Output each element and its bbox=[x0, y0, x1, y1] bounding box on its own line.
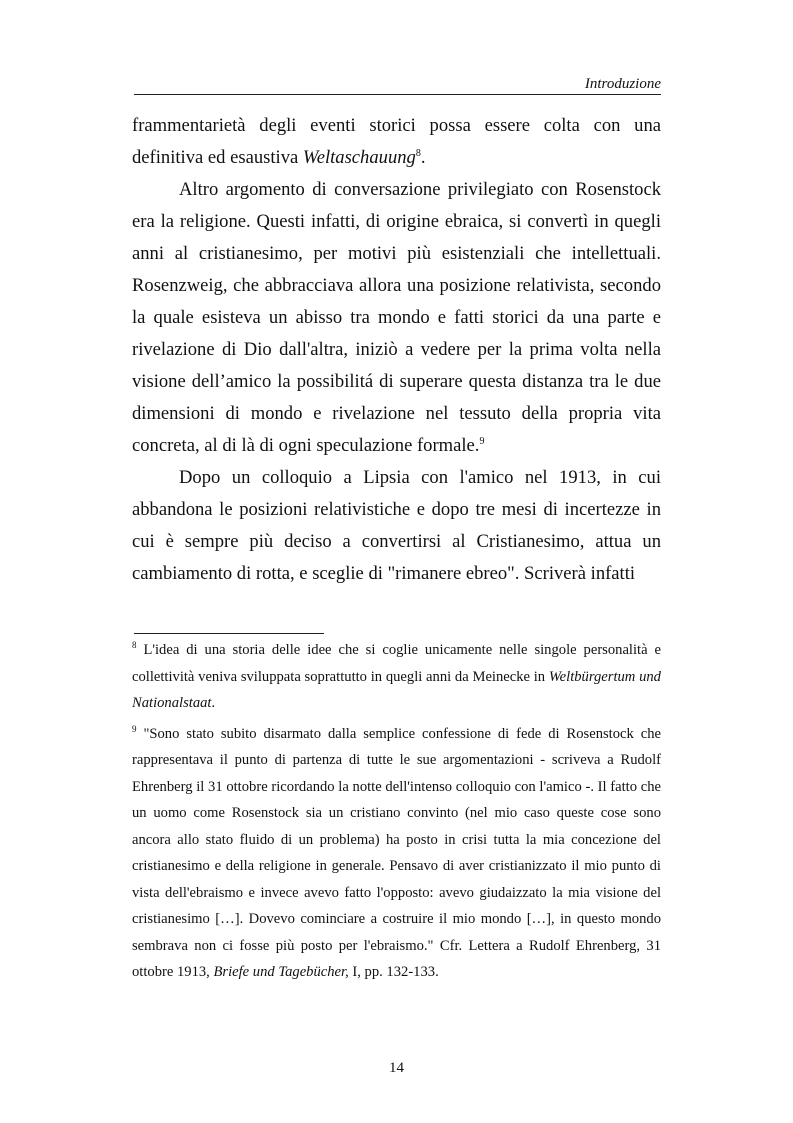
footnote-9-number: 9 bbox=[132, 723, 137, 734]
paragraph-1-text: frammentarietà degli eventi storici possa essere colta con una definitiva ed esaustiva bbox=[132, 115, 661, 168]
running-header: Introduzione bbox=[584, 76, 661, 92]
paragraph-1 bbox=[132, 110, 661, 174]
footnote-rule bbox=[134, 633, 324, 634]
paragraph-2-text: Altro argomento di conversazione privilegiato con Rosenstock era la religione. Questi infatti, di origine ebraica, si convertì in quegli anni al cristianesimo, per motivi più esistenziali che intellettuali. Rosenzweig, che abbracciava allora una posizione relativista, secondo la quale esisteva un abisso tra mondo e fatti storici da una parte e rivelazione di Dio dall'altra, iniziò a vedere per la prima volta nella visione dell’amico la possibilitá di superare questa distanza tra le due dimensioni di mondo e rivelazione nel tessuto della propria vita concreta, al di là di ogni speculazione formale. bbox=[132, 179, 661, 456]
footnote-9 bbox=[132, 721, 661, 986]
footnote-8-italic: Weltbürgertum und Nationalstaat bbox=[132, 668, 661, 711]
footnote-8 bbox=[132, 637, 661, 717]
page-number: 14 bbox=[389, 1060, 404, 1076]
paragraph-2 bbox=[132, 174, 661, 462]
paragraph-1-italic: Weltaschauung bbox=[302, 147, 416, 168]
header-rule bbox=[134, 94, 661, 95]
footnote-ref-9[interactable]: 9 bbox=[479, 435, 485, 447]
body-text bbox=[132, 110, 661, 590]
paragraph-3: Dopo un colloquio a Lipsia con l'amico nel 1913, in cui abbandona le posizioni relativistiche e dopo tre mesi di incertezze in cui è sempre più deciso a convertirsi al Cristianesimo, attua un cambiamento di rotta, e sceglie di "rimanere ebreo". Scriverà infatti bbox=[132, 467, 661, 584]
paragraph-1-end: . bbox=[420, 147, 426, 168]
footnotes bbox=[132, 637, 661, 990]
footnote-ref-8[interactable]: 8 bbox=[415, 147, 421, 159]
footnote-8-number: 8 bbox=[132, 640, 137, 651]
footnote-8-text: L'idea di una storia delle idee che si coglie unicamente nelle singole personalità e collettività veniva sviluppata soprattutto in quegli anni da Meinecke in bbox=[132, 642, 661, 685]
footnote-9-text: "Sono stato subito disarmato dalla semplice confessione di fede di Rosenstock che rappresentava il punto di partenza di tutte le sue argomentazioni - scriveva a Rudolf Ehrenberg il 31 ottobre ricordando la notte dell'intenso colloquio con l'amico -. Il fatto che un uomo come Rosenstock sia un cristiano convinto (nel mio caso queste cose sono ancora allo stato fluido di un problema) ha posto in crisi tutta la mia concezione del cristianesimo e della religione in generale. Pensavo di aver cristianizzato il mio punto di vista dell'ebraismo e invece avevo fatto l'opposto: avevo giudaizzato la mia visione del cristianesimo […]. Dovevo cominciare a costruire il mio mondo […], in questo mondo sembrava non ci fosse più posto per l'ebraismo." Cfr. Lettera a Rudolf Ehrenberg, 31 ottobre 1913, bbox=[132, 725, 661, 980]
footnote-8-end: . bbox=[211, 695, 216, 711]
footnote-9-italic: Briefe und Tagebücher, bbox=[213, 964, 349, 980]
footnote-9-end: I, pp. 132-133. bbox=[348, 964, 439, 980]
